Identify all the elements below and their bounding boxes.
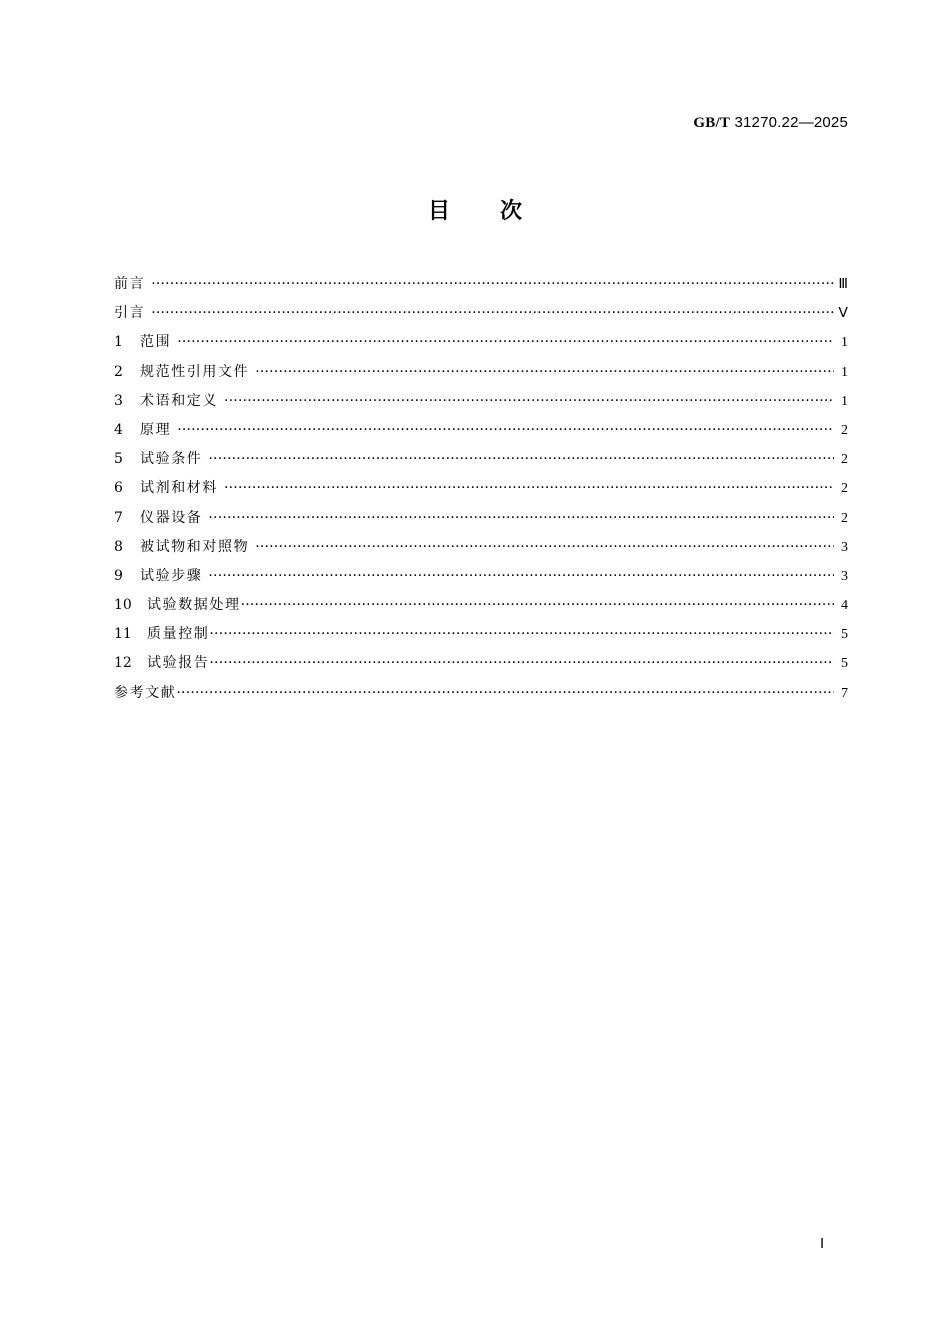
- toc-entry-bibliography[interactable]: [114, 679, 848, 708]
- toc-entry-page: 7: [841, 685, 848, 701]
- toc-leader-dots: [224, 387, 834, 416]
- toc-leader-dots: [176, 679, 834, 708]
- toc-leader-dots: [241, 591, 834, 620]
- toc-entry-number: 4: [114, 421, 123, 438]
- toc-entry-page: 3: [841, 539, 848, 555]
- toc-entry-introduction[interactable]: [114, 299, 848, 328]
- toc-leader-dots: [177, 328, 834, 357]
- toc-entry-1[interactable]: [114, 328, 848, 357]
- toc-entry-label: 规范性引用文件: [140, 363, 250, 380]
- toc-entry-page: 1: [841, 335, 848, 351]
- toc-entry-label: 质量控制: [147, 626, 210, 643]
- standard-number: 31270.22—2025: [734, 114, 848, 131]
- toc-entry-page: Ⅴ: [838, 306, 848, 322]
- toc-entry-label: 试验报告: [147, 655, 210, 672]
- toc-leader-dots: [255, 533, 834, 562]
- toc-entry-page: 3: [841, 568, 848, 584]
- toc-entry-page: 1: [841, 364, 848, 380]
- toc-leader-dots: [151, 299, 834, 328]
- toc-leader-dots: [224, 474, 834, 503]
- toc-entry-page: 5: [841, 656, 848, 672]
- toc-entry-page: Ⅲ: [838, 277, 848, 292]
- toc-entry-page: 2: [841, 452, 848, 468]
- toc-entry-page: 1: [841, 393, 848, 409]
- toc-entry-4[interactable]: [114, 416, 848, 445]
- page-title: 目次: [427, 199, 572, 224]
- toc-entry-7[interactable]: [114, 504, 848, 533]
- toc-leader-dots: [208, 445, 834, 474]
- toc-entry-label: 试验数据处理: [147, 597, 241, 614]
- toc-entry-number: 3: [114, 392, 123, 409]
- toc-entry-label: 范围: [140, 334, 172, 351]
- toc-entry-6[interactable]: [114, 474, 848, 503]
- toc-entry-number: 6: [114, 480, 123, 497]
- table-of-contents: [114, 270, 848, 708]
- toc-entry-3[interactable]: [114, 387, 848, 416]
- page-number: Ⅰ: [820, 1237, 825, 1252]
- toc-entry-page: 2: [841, 510, 848, 526]
- toc-entry-label: 被试物和对照物: [140, 538, 250, 555]
- toc-entry-2[interactable]: [114, 358, 848, 387]
- toc-entry-12[interactable]: [114, 649, 848, 678]
- toc-entry-number: 1: [114, 334, 123, 351]
- toc-entry-10[interactable]: [114, 591, 848, 620]
- toc-entry-label: 前言: [114, 276, 146, 292]
- toc-entry-label: 试验步骤: [140, 567, 203, 584]
- toc-entry-page: 4: [841, 598, 848, 614]
- toc-entry-page: 2: [841, 422, 848, 438]
- toc-entry-11[interactable]: [114, 620, 848, 649]
- toc-entry-9[interactable]: [114, 562, 848, 591]
- standard-prefix: GB/T: [693, 115, 731, 131]
- toc-entry-number: 7: [114, 509, 123, 526]
- toc-entry-label: 引言: [114, 305, 146, 322]
- toc-leader-dots: [151, 270, 834, 299]
- toc-leader-dots: [209, 620, 834, 649]
- toc-entry-label: 参考文献: [114, 684, 177, 701]
- toc-leader-dots: [208, 504, 834, 533]
- toc-entry-number: 12: [114, 655, 132, 672]
- toc-entry-label: 试剂和材料: [140, 480, 218, 497]
- toc-leader-dots: [177, 416, 834, 445]
- toc-entry-number: 5: [114, 451, 123, 468]
- toc-entry-number: 10: [114, 597, 132, 614]
- toc-entry-page: 5: [841, 627, 848, 643]
- toc-entry-number: 9: [114, 567, 123, 584]
- toc-entry-8[interactable]: [114, 533, 848, 562]
- toc-entry-label: 术语和定义: [140, 392, 218, 409]
- toc-entry-label: 试验条件: [140, 451, 203, 468]
- toc-entry-number: 11: [114, 626, 132, 643]
- toc-entry-label: 原理: [140, 421, 172, 438]
- toc-entry-number: 2: [114, 363, 123, 380]
- toc-leader-dots: [255, 358, 834, 387]
- toc-entry-label: 仪器设备: [140, 509, 203, 526]
- toc-entry-number: 8: [114, 538, 123, 555]
- toc-entry-foreword[interactable]: [114, 270, 848, 299]
- toc-entry-5[interactable]: [114, 445, 848, 474]
- toc-leader-dots: [208, 562, 834, 591]
- toc-entry-page: 2: [841, 481, 848, 497]
- standard-code: [693, 114, 848, 132]
- toc-leader-dots: [209, 649, 834, 678]
